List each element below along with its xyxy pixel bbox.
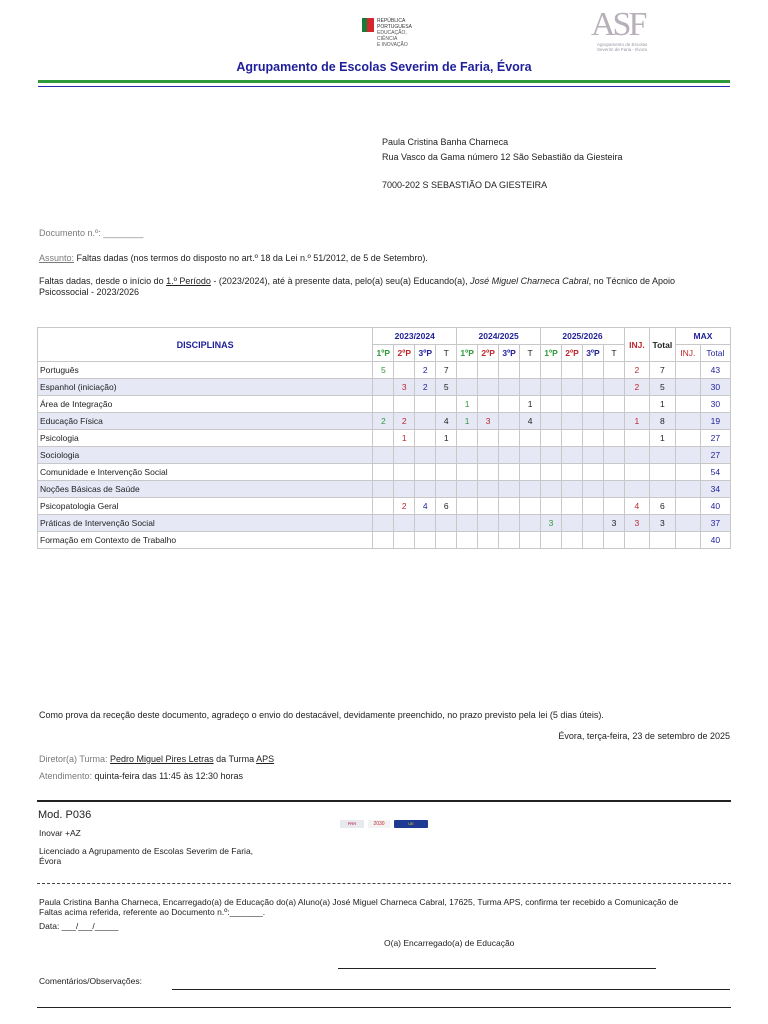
inj-cell xyxy=(624,447,649,464)
discipline-name: Português xyxy=(38,362,373,379)
absence-cell xyxy=(520,481,541,498)
licence-text xyxy=(39,846,253,866)
asf-logo-caption-1: Agrupamento de Escolas xyxy=(597,42,648,47)
absence-cell xyxy=(603,447,624,464)
inj-cell xyxy=(624,396,649,413)
absence-cell xyxy=(415,464,436,481)
tearoff-dashed-line xyxy=(37,883,731,884)
confirmation-line2: Faltas acima referida, referente ao Documento n.º:_______. xyxy=(39,907,266,917)
absence-cell xyxy=(562,481,583,498)
document-number xyxy=(39,228,143,238)
absence-cell xyxy=(457,362,478,379)
discipline-name: Psicopatologia Geral xyxy=(38,498,373,515)
absence-cell: 5 xyxy=(373,362,394,379)
max-inj-cell xyxy=(675,413,700,430)
absence-cell: 1 xyxy=(457,413,478,430)
absence-cell xyxy=(499,430,520,447)
absence-cell xyxy=(562,464,583,481)
absence-cell xyxy=(582,396,603,413)
absence-cell xyxy=(499,396,520,413)
absence-cell xyxy=(499,413,520,430)
school-title: Agrupamento de Escolas Severim de Faria, Évora xyxy=(236,60,532,74)
confirmation-line1: Paula Cristina Banha Charneca, Encarregado(a) de Educação do(a) Aluno(a) José Miguel Charneca Cabral, 17625, Turma APS, confirma ter recebido a Comunicação de xyxy=(39,897,679,907)
eu-flag-logo: UE xyxy=(394,820,428,828)
table-row xyxy=(38,447,731,464)
total-cell xyxy=(649,447,675,464)
absence-cell xyxy=(541,413,562,430)
max-total-cell: 27 xyxy=(700,447,730,464)
absence-cell xyxy=(499,447,520,464)
table-row xyxy=(38,379,731,396)
absence-cell xyxy=(415,532,436,549)
absence-cell xyxy=(582,379,603,396)
attendance-text: quinta-feira das 11:45 às 12:30 horas xyxy=(92,771,243,781)
absence-cell: 2 xyxy=(394,413,415,430)
absence-cell xyxy=(373,515,394,532)
absence-cell xyxy=(373,481,394,498)
absence-cell: 3 xyxy=(603,515,624,532)
absence-cell xyxy=(499,464,520,481)
absence-cell xyxy=(373,464,394,481)
absence-cell xyxy=(394,515,415,532)
absence-cell xyxy=(415,430,436,447)
director-name: Pedro Miguel Pires Letras xyxy=(110,754,214,764)
total-cell: 8 xyxy=(649,413,675,430)
absence-cell xyxy=(373,498,394,515)
recipient-street: Rua Vasco da Gama número 12 São Sebastião da Giesteira xyxy=(382,152,623,162)
discipline-name: Sociologia xyxy=(38,447,373,464)
period-header: T xyxy=(436,345,457,362)
max-total-cell: 30 xyxy=(700,396,730,413)
total-cell: 5 xyxy=(649,379,675,396)
guardian-label: O(a) Encarregado(a) de Educação xyxy=(384,938,515,948)
inj-cell: 2 xyxy=(624,379,649,396)
absence-cell: 4 xyxy=(520,413,541,430)
intro-part1: Faltas dadas, desde o início do xyxy=(39,276,167,286)
absence-cell xyxy=(562,396,583,413)
inj-cell xyxy=(624,430,649,447)
max-inj-cell xyxy=(675,498,700,515)
inj-cell xyxy=(624,532,649,549)
max-total-cell: 27 xyxy=(700,430,730,447)
year-header: 2024/2025 xyxy=(457,328,541,345)
absence-cell xyxy=(520,464,541,481)
period-header: T xyxy=(603,345,624,362)
discipline-name: Espanhol (iniciação) xyxy=(38,379,373,396)
header-rule-blue xyxy=(38,86,730,87)
table-row xyxy=(38,498,731,515)
absence-cell xyxy=(562,447,583,464)
intro-part3: , no Técnico de Apoio xyxy=(588,276,676,286)
absence-cell xyxy=(478,481,499,498)
intro-paragraph xyxy=(39,276,731,298)
max-inj-header: INJ. xyxy=(675,345,700,362)
comments-line[interactable] xyxy=(37,1007,731,1008)
absence-cell: 5 xyxy=(436,379,457,396)
inj-cell xyxy=(624,464,649,481)
max-inj-cell xyxy=(675,532,700,549)
absence-cell xyxy=(603,396,624,413)
period-header: 2ºP xyxy=(562,345,583,362)
period-header: 1ºP xyxy=(457,345,478,362)
absence-cell xyxy=(541,447,562,464)
absence-cell xyxy=(582,515,603,532)
absence-cell xyxy=(478,362,499,379)
absence-cell: 3 xyxy=(478,413,499,430)
proof-text: Como prova da receção deste documento, agradeço o envio do destacável, devidamente preenchido, no prazo previsto pela lei (5 dias úteis). xyxy=(39,710,604,720)
absence-table xyxy=(37,327,731,549)
max-inj-cell xyxy=(675,464,700,481)
comments-line[interactable] xyxy=(172,989,730,990)
absence-cell xyxy=(520,379,541,396)
portugal-2030-logo: 2030 xyxy=(368,820,390,828)
comments-label: Comentários/Observações: xyxy=(39,976,142,986)
period-header: 3ºP xyxy=(582,345,603,362)
max-total-cell: 43 xyxy=(700,362,730,379)
absence-cell xyxy=(541,498,562,515)
absence-cell xyxy=(394,396,415,413)
absence-cell xyxy=(582,532,603,549)
absence-cell xyxy=(499,515,520,532)
absence-cell: 7 xyxy=(436,362,457,379)
subject-line xyxy=(39,253,428,263)
total-header: Total xyxy=(649,328,675,362)
max-total-cell: 34 xyxy=(700,481,730,498)
table-row xyxy=(38,481,731,498)
director-class: APS xyxy=(256,754,275,764)
absence-cell xyxy=(541,481,562,498)
absence-cell xyxy=(582,464,603,481)
absence-cell xyxy=(415,413,436,430)
absence-cell xyxy=(478,532,499,549)
table-row xyxy=(38,396,731,413)
intro-part2: - (2023/2024), até à presente data, pelo(a) seu(a) Educando(a), xyxy=(210,276,471,286)
absence-cell: 2 xyxy=(415,379,436,396)
absence-cell xyxy=(394,481,415,498)
total-cell xyxy=(649,481,675,498)
absence-cell xyxy=(457,430,478,447)
absence-cell: 4 xyxy=(436,413,457,430)
absence-cell xyxy=(457,498,478,515)
absence-cell xyxy=(436,464,457,481)
absence-cell xyxy=(457,447,478,464)
absence-cell xyxy=(520,430,541,447)
attendance-line xyxy=(39,771,243,781)
date-line: Évora, terça-feira, 23 de setembro de 2025 xyxy=(558,731,730,741)
confirmation-text xyxy=(39,897,731,917)
absence-cell xyxy=(562,362,583,379)
absence-cell xyxy=(603,498,624,515)
table-row xyxy=(38,413,731,430)
absence-cell xyxy=(562,498,583,515)
licence-line1: Licenciado a Agrupamento de Escolas Severim de Faria, xyxy=(39,846,254,856)
inj-cell: 4 xyxy=(624,498,649,515)
absence-cell xyxy=(457,532,478,549)
max-inj-cell xyxy=(675,515,700,532)
absence-cell xyxy=(520,498,541,515)
asf-logo xyxy=(591,8,661,60)
absence-cell: 3 xyxy=(541,515,562,532)
absence-cell xyxy=(499,532,520,549)
rep-logo-line4: E INOVAÇÃO xyxy=(377,42,408,48)
director-line xyxy=(39,754,274,764)
max-inj-cell xyxy=(675,481,700,498)
intro-student: José Miguel Charneca Cabral xyxy=(470,276,589,286)
absence-cell xyxy=(603,430,624,447)
absence-cell xyxy=(478,464,499,481)
date-field[interactable]: Data: ___/___/_____ xyxy=(39,921,119,931)
absence-cell xyxy=(415,396,436,413)
absence-cell xyxy=(373,447,394,464)
year-header: 2025/2026 xyxy=(541,328,625,345)
absence-cell xyxy=(394,362,415,379)
asf-logo-mark: ASF xyxy=(591,6,645,43)
inj-header: INJ. xyxy=(624,328,649,362)
max-total-cell: 30 xyxy=(700,379,730,396)
absence-cell: 3 xyxy=(394,379,415,396)
absence-cell xyxy=(478,379,499,396)
absence-cell xyxy=(541,362,562,379)
absence-cell xyxy=(582,430,603,447)
absence-cell xyxy=(603,464,624,481)
absence-cell xyxy=(373,430,394,447)
year-header: 2023/2024 xyxy=(373,328,457,345)
absence-cell xyxy=(478,447,499,464)
absence-cell xyxy=(457,379,478,396)
absence-cell: 4 xyxy=(415,498,436,515)
total-cell: 6 xyxy=(649,498,675,515)
attendance-label: Atendimento: xyxy=(39,771,93,781)
discipline-name: Psicologia xyxy=(38,430,373,447)
signature-line[interactable] xyxy=(338,968,656,969)
absence-cell xyxy=(415,481,436,498)
total-cell: 3 xyxy=(649,515,675,532)
republica-portuguesa-logo xyxy=(362,18,422,48)
period-header: 1ºP xyxy=(373,345,394,362)
intro-line2: Psicossocial - 2023/2026 xyxy=(39,287,140,297)
absence-cell xyxy=(436,515,457,532)
table-row xyxy=(38,362,731,379)
absence-cell xyxy=(541,464,562,481)
disciplines-header: DISCIPLINAS xyxy=(38,328,373,362)
period-header: 3ºP xyxy=(415,345,436,362)
discipline-name: Área de Integração xyxy=(38,396,373,413)
table-row xyxy=(38,515,731,532)
absence-cell xyxy=(436,532,457,549)
absence-cell xyxy=(457,481,478,498)
period-header: 3ºP xyxy=(499,345,520,362)
prr-logo: PRR xyxy=(340,820,364,828)
absence-cell xyxy=(541,379,562,396)
absence-cell xyxy=(436,481,457,498)
absence-cell xyxy=(520,447,541,464)
absence-cell xyxy=(562,413,583,430)
absence-cell xyxy=(603,532,624,549)
absence-cell xyxy=(457,464,478,481)
absence-cell xyxy=(582,362,603,379)
absence-cell: 2 xyxy=(373,413,394,430)
absence-cell xyxy=(478,515,499,532)
absence-cell xyxy=(436,396,457,413)
portugal-flag-icon xyxy=(362,18,374,32)
absence-cell xyxy=(478,396,499,413)
absence-cell xyxy=(373,396,394,413)
total-cell: 1 xyxy=(649,430,675,447)
max-inj-cell xyxy=(675,430,700,447)
total-cell xyxy=(649,532,675,549)
absence-cell xyxy=(520,532,541,549)
absence-cell xyxy=(603,362,624,379)
absence-cell xyxy=(478,498,499,515)
absence-cell xyxy=(582,498,603,515)
absence-cell xyxy=(603,481,624,498)
total-cell xyxy=(649,464,675,481)
absence-cell xyxy=(478,430,499,447)
absence-cell xyxy=(541,532,562,549)
absence-cell xyxy=(603,379,624,396)
absence-cell xyxy=(603,413,624,430)
model-code: Mod. P036 xyxy=(38,809,92,821)
table-row xyxy=(38,464,731,481)
absence-cell xyxy=(562,515,583,532)
header-rule-green xyxy=(38,80,730,83)
max-inj-cell xyxy=(675,379,700,396)
absence-cell xyxy=(373,379,394,396)
max-inj-cell xyxy=(675,362,700,379)
total-cell: 1 xyxy=(649,396,675,413)
rep-logo-line3: EDUCAÇÃO, CIÊNCIA xyxy=(377,30,407,42)
absence-cell xyxy=(582,481,603,498)
absence-cell xyxy=(499,379,520,396)
total-cell: 7 xyxy=(649,362,675,379)
inj-cell: 3 xyxy=(624,515,649,532)
absence-cell xyxy=(562,379,583,396)
absence-cell xyxy=(373,532,394,549)
absence-cell xyxy=(394,532,415,549)
document-number-label: Documento n.º: xyxy=(39,228,101,238)
max-total-cell: 54 xyxy=(700,464,730,481)
absence-cell xyxy=(541,396,562,413)
absence-cell xyxy=(562,532,583,549)
absence-cell xyxy=(562,430,583,447)
director-mid: da Turma xyxy=(213,754,257,764)
discipline-name: Práticas de Intervenção Social xyxy=(38,515,373,532)
max-total-header: Total xyxy=(700,345,730,362)
period-header: 1ºP xyxy=(541,345,562,362)
max-inj-cell xyxy=(675,447,700,464)
recipient-name: Paula Cristina Banha Charneca xyxy=(382,137,509,147)
asf-logo-caption-2: Severim de Faria - Évora xyxy=(597,47,648,52)
inj-cell: 1 xyxy=(624,413,649,430)
discipline-name: Educação Física xyxy=(38,413,373,430)
licence-line2: Évora xyxy=(39,856,62,866)
max-total-cell: 19 xyxy=(700,413,730,430)
period-header: T xyxy=(520,345,541,362)
table-row xyxy=(38,532,731,549)
absence-cell xyxy=(436,447,457,464)
footer-rule xyxy=(37,800,731,802)
absence-cell xyxy=(499,362,520,379)
absence-cell: 1 xyxy=(394,430,415,447)
absence-cell xyxy=(582,447,603,464)
absence-cell xyxy=(520,515,541,532)
absence-cell xyxy=(499,498,520,515)
absence-cell: 6 xyxy=(436,498,457,515)
period-header: 2ºP xyxy=(478,345,499,362)
absence-cell: 2 xyxy=(394,498,415,515)
absence-cell xyxy=(415,447,436,464)
inj-cell: 2 xyxy=(624,362,649,379)
intro-period: 1.º Período xyxy=(166,276,211,286)
absence-cell xyxy=(457,515,478,532)
funding-logos xyxy=(340,820,428,828)
absence-cell xyxy=(394,464,415,481)
absence-cell xyxy=(394,447,415,464)
subject-label: Assunto: xyxy=(39,253,75,263)
director-label: Diretor(a) Turma: xyxy=(39,754,108,764)
inj-cell xyxy=(624,481,649,498)
discipline-name: Noções Básicas de Saúde xyxy=(38,481,373,498)
max-total-cell: 37 xyxy=(700,515,730,532)
absence-cell: 1 xyxy=(436,430,457,447)
absence-cell: 2 xyxy=(415,362,436,379)
absence-cell xyxy=(582,413,603,430)
document-number-value: ________ xyxy=(103,228,144,238)
absence-cell xyxy=(541,430,562,447)
rep-logo-line2: PORTUGUESA xyxy=(377,24,412,30)
subject-text: Faltas dadas (nos termos do disposto no art.º 18 da Lei n.º 51/2012, de 5 de Setembro). xyxy=(74,253,428,263)
discipline-name: Formação em Contexto de Trabalho xyxy=(38,532,373,549)
max-inj-cell xyxy=(675,396,700,413)
absence-cell: 1 xyxy=(457,396,478,413)
absence-cell xyxy=(415,515,436,532)
software-name: Inovar +AZ xyxy=(39,828,81,838)
max-header: MAX xyxy=(675,328,730,345)
discipline-name: Comunidade e Intervenção Social xyxy=(38,464,373,481)
absence-cell: 1 xyxy=(520,396,541,413)
absence-cell xyxy=(520,362,541,379)
table-row xyxy=(38,430,731,447)
period-header: 2ºP xyxy=(394,345,415,362)
absence-cell xyxy=(499,481,520,498)
max-total-cell: 40 xyxy=(700,498,730,515)
rep-logo-line1: REPÚBLICA xyxy=(377,18,406,24)
max-total-cell: 40 xyxy=(700,532,730,549)
recipient-postal: 7000-202 S SEBASTIÃO DA GIESTEIRA xyxy=(382,180,548,190)
